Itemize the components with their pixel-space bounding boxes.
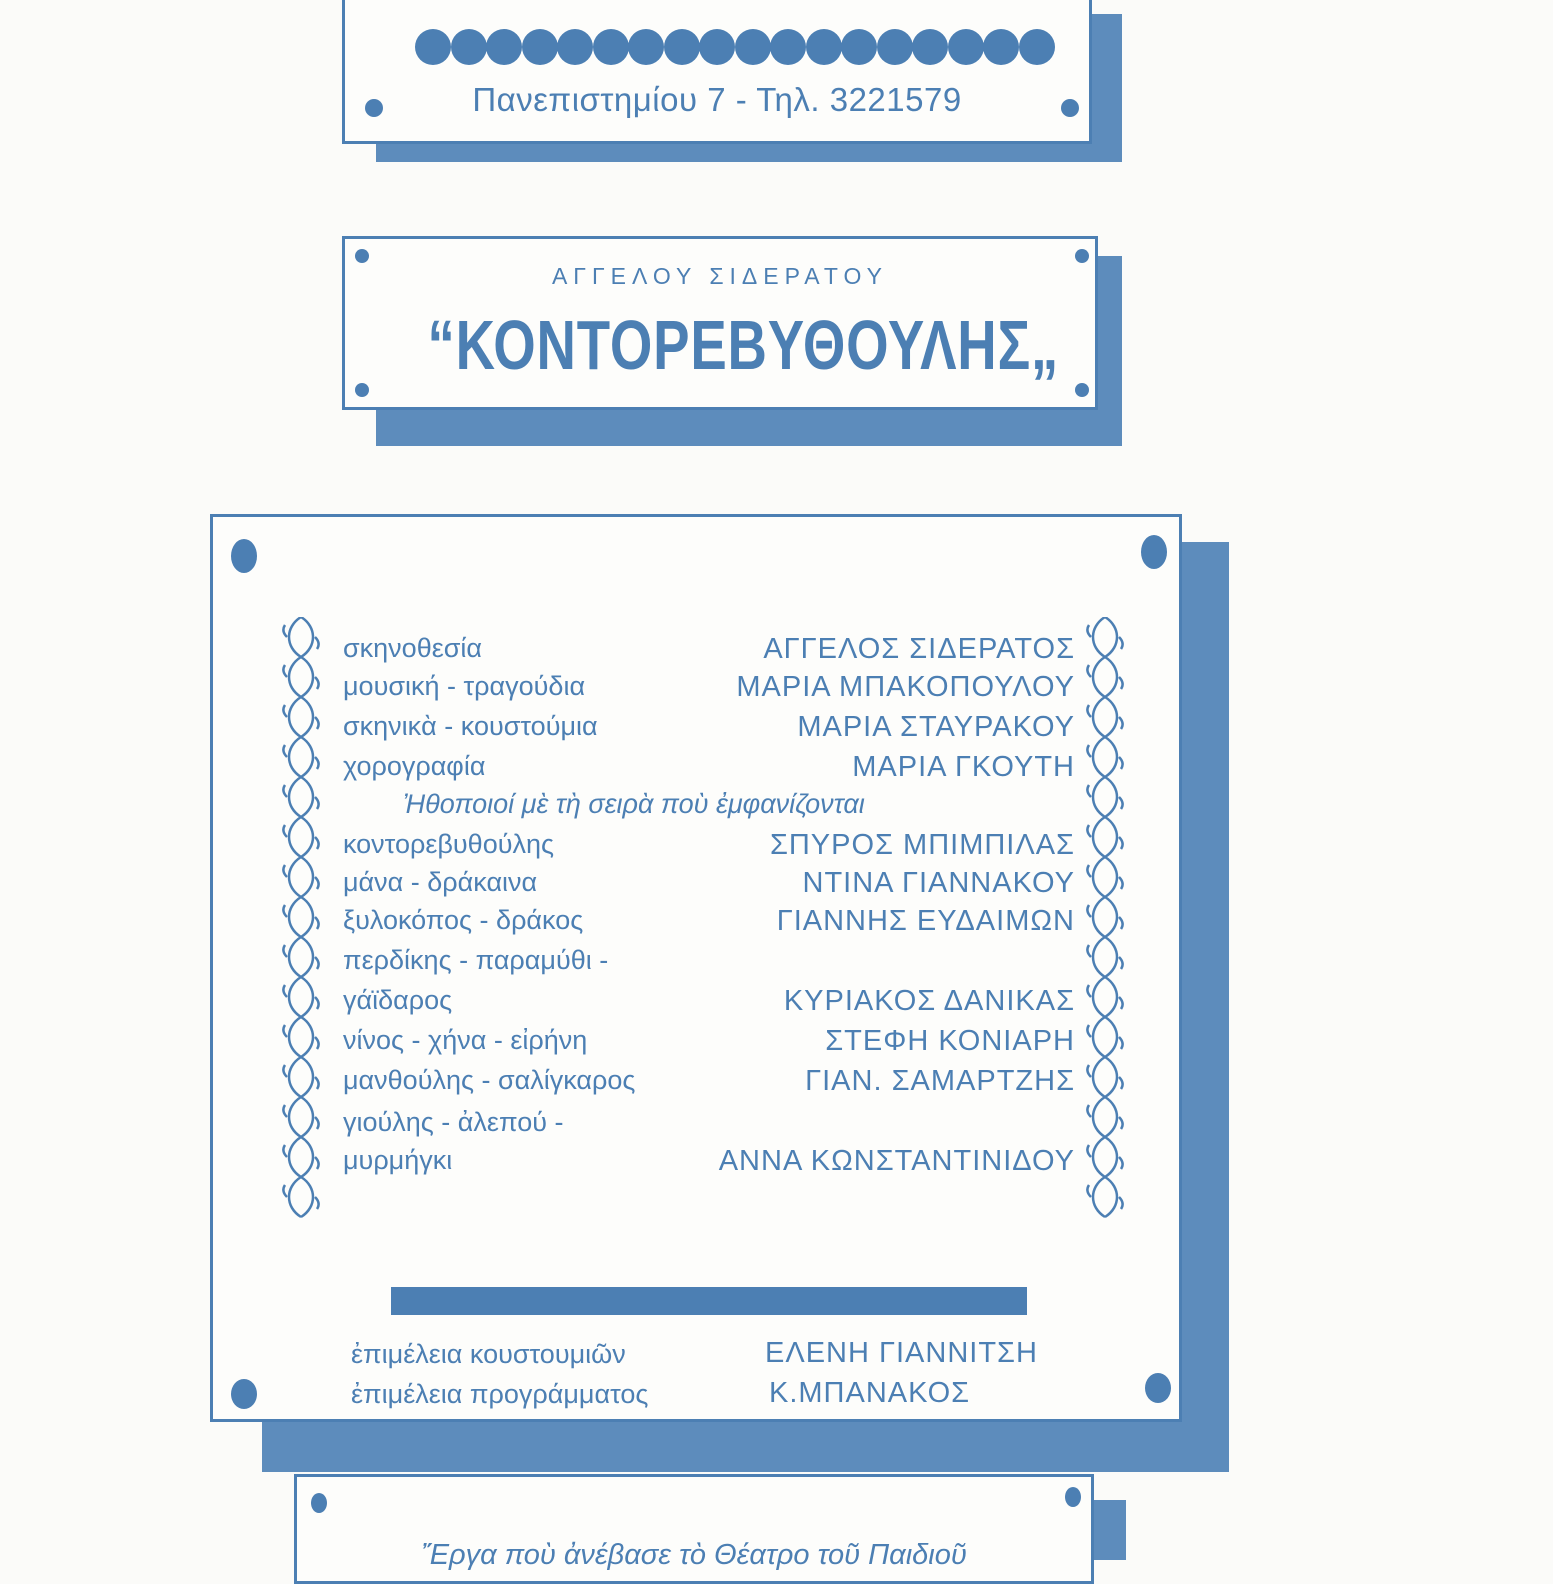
credit-row	[213, 633, 1185, 673]
bottom-banner	[294, 1474, 1094, 1584]
footer-text: Ἔργα ποὺ ἀνέβασε τὸ Θέατρο τοῦ Παιδιοῦ	[421, 1539, 967, 1571]
cast-role: μυρμήγκι	[343, 1145, 453, 1175]
credit-role: χορογραφία	[343, 751, 486, 781]
corner-dot	[1065, 1487, 1081, 1507]
corner-dot	[1075, 249, 1089, 263]
cast-role: ξυλοκόπος - δράκος	[343, 905, 584, 935]
corner-dot	[311, 1493, 327, 1513]
separator-bar	[391, 1287, 1027, 1315]
decorative-dot	[628, 29, 664, 65]
corner-dot	[1075, 383, 1089, 397]
decorative-dot	[664, 29, 700, 65]
corner-dot	[1141, 535, 1167, 569]
decorative-dot	[557, 29, 593, 65]
decorative-dot	[877, 29, 913, 65]
cast-row	[213, 945, 1185, 985]
cast-role: νίνος - χήνα - εἰρήνη	[343, 1025, 588, 1055]
theatre-address: Πανεπιστημίου 7 - Τηλ. 3221579	[472, 81, 962, 118]
corner-dot	[1145, 1373, 1171, 1403]
corner-dot	[355, 249, 369, 263]
decorative-dot	[983, 29, 1019, 65]
decorative-dot-row	[415, 29, 1055, 69]
decorative-dot	[948, 29, 984, 65]
decorative-dot	[486, 29, 522, 65]
decorative-dot	[770, 29, 806, 65]
decorative-dot	[1019, 29, 1055, 65]
decorative-dot	[593, 29, 629, 65]
cast-row	[213, 1065, 1185, 1105]
cast-person: ΓΙΑΝ. ΣΑΜΑΡΤΖΗΣ	[805, 1065, 1075, 1097]
top-banner	[342, 0, 1092, 144]
credit-person: ΜΑΡΙΑ ΓΚΟΥΤΗ	[852, 751, 1075, 783]
cast-row	[213, 1025, 1185, 1065]
cast-role: περδίκης - παραμύθι -	[343, 945, 609, 975]
corner-dot	[231, 539, 257, 573]
play-title: “ΚΟΝΤΟΡΕΒΥΘΟΥΛΗΣ„	[427, 306, 1060, 384]
decorative-dot	[415, 29, 451, 65]
decorative-dot	[841, 29, 877, 65]
credit-person: ΜΑΡΙΑ ΜΠΑΚΟΠΟΥΛΟΥ	[736, 671, 1075, 703]
actors-heading: Ἠθοποιοί μὲ τὴ σειρὰ ποὺ ἐμφανίζονται	[403, 789, 865, 819]
author-name: ΑΓΓΕΛΟΥ ΣΙΔΕΡΑΤΟΥ	[551, 263, 889, 289]
extra-person: ΕΛΕΝΗ ΓΙΑΝΝΙΤΣΗ	[765, 1337, 1038, 1369]
cast-person: ΝΤΙΝΑ ΓΙΑΝΝΑΚΟΥ	[802, 867, 1075, 899]
decorative-dot	[451, 29, 487, 65]
cast-row	[213, 829, 1185, 869]
decorative-dot	[522, 29, 558, 65]
credit-role: σκηνοθεσία	[343, 633, 483, 663]
cast-row	[213, 985, 1185, 1025]
extra-person: Κ.ΜΠΑΝΑΚΟΣ	[769, 1377, 971, 1409]
credit-row	[213, 711, 1185, 751]
cast-row	[213, 1107, 1185, 1147]
decorative-dot	[912, 29, 948, 65]
credit-row	[213, 751, 1185, 791]
cast-role: μάνα - δράκαινα	[343, 867, 538, 897]
cast-person: ΓΙΑΝΝΗΣ ΕΥΔΑΙΜΩΝ	[776, 905, 1075, 937]
decorative-dot	[806, 29, 842, 65]
credits-panel	[210, 514, 1182, 1422]
credit-person: ΑΓΓΕΛΟΣ ΣΙΔΕΡΑΤΟΣ	[763, 633, 1075, 665]
cast-row	[213, 1145, 1185, 1185]
credit-role: σκηνικὰ - κουστούμια	[343, 711, 598, 741]
cast-person: ΚΥΡΙΑΚΟΣ ΔΑΝΙΚΑΣ	[783, 985, 1075, 1017]
cast-row	[213, 867, 1185, 907]
corner-dot	[355, 383, 369, 397]
cast-person: ΣΠΥΡΟΣ ΜΠΙΜΠΙΛΑΣ	[769, 829, 1075, 861]
decorative-dot	[735, 29, 771, 65]
corner-dot	[231, 1379, 257, 1409]
title-banner	[342, 236, 1098, 410]
credit-row	[213, 671, 1185, 711]
extra-role: ἐπιμέλεια προγράμματος	[351, 1379, 649, 1409]
cast-role: μανθούλης - σαλίγκαρος	[343, 1065, 636, 1095]
credit-person: ΜΑΡΙΑ ΣΤΑΥΡΑΚΟΥ	[797, 711, 1075, 743]
decorative-dot	[699, 29, 735, 65]
cast-row	[213, 905, 1185, 945]
cast-person: ΣΤΕΦΗ ΚΟΝΙΑΡΗ	[825, 1025, 1075, 1057]
cast-role: γιούλης - ἀλεπού -	[343, 1107, 564, 1137]
cast-person: ΑΝΝΑ ΚΩΝΣΤΑΝΤΙΝΙΔΟΥ	[718, 1145, 1075, 1177]
credit-role: μουσική - τραγούδια	[343, 671, 586, 701]
cast-role: κοντορεβυθούλης	[343, 829, 555, 859]
cast-role: γάϊδαρος	[343, 985, 453, 1015]
extra-role: ἐπιμέλεια κουστουμιῶν	[351, 1339, 626, 1369]
